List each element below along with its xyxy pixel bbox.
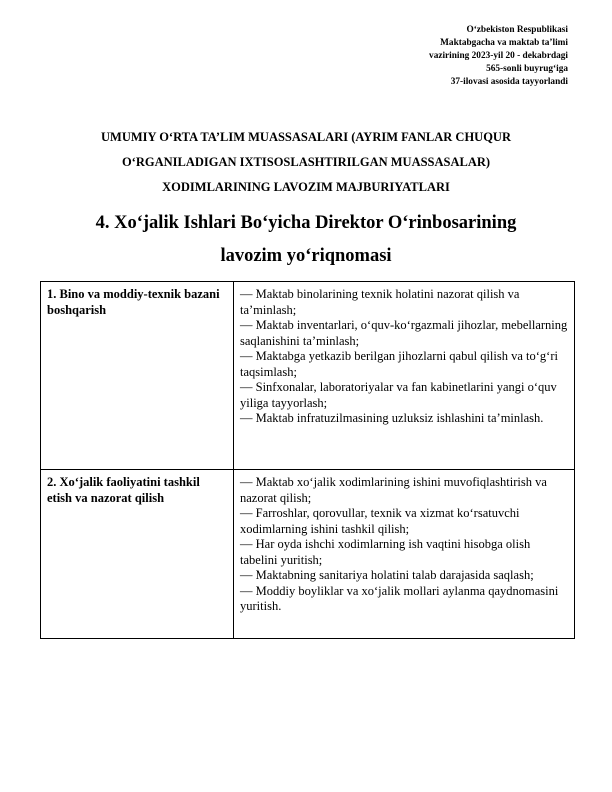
- table-row: [41, 470, 575, 639]
- duty-item: — Maktab xo‘jalik xodimlarining ishini muvofiqlashtirish va nazorat qilish;: [240, 475, 547, 505]
- duty-item: — Moddiy boyliklar va xo‘jalik mollari aylanma qaydnomasini yuritish.: [240, 583, 559, 613]
- title-line: UMUMIY O‘RTA TA’LIM MUASSASALARI (AYRIM FANLAR CHUQUR: [101, 130, 511, 144]
- duty-item: — Maktabning sanitariya holatini talab darajasida saqlash;: [240, 568, 534, 582]
- section-title-line: 4. Xo‘jalik Ishlari Bo‘yicha Direktor O‘rinbosarining: [95, 213, 517, 233]
- header-line: Maktabgacha va maktab ta’limi: [440, 38, 568, 48]
- section-title: [0, 207, 612, 273]
- header-line: vazirining 2023-yil 20 - dekabrdagi: [429, 51, 568, 61]
- duties-table: [40, 281, 575, 639]
- header-line: O‘zbekiston Respublikasi: [466, 25, 568, 35]
- duty-list: [234, 470, 575, 639]
- duty-item: — Maktab infratuzilmasining uzluksiz ishlashini ta’minlash.: [240, 411, 544, 425]
- table-row: [41, 282, 575, 470]
- duty-item: — Maktabga yetkazib berilgan jihozlarni qabul qilish va to‘g‘ri taqsimlash;: [240, 349, 558, 379]
- duty-item: — Sinfxonalar, laboratoriyalar va fan kabinetlarini yangi o‘quv yiliga tayyorlash;: [240, 380, 557, 410]
- duty-item: — Maktab binolarining texnik holatini nazorat qilish va ta’minlash;: [240, 287, 520, 317]
- header-approval-note: [429, 24, 568, 89]
- duty-category: 1. Bino va moddiy-texnik bazani boshqarish: [41, 282, 234, 470]
- duty-item: — Farroshlar, qorovullar, texnik va xizmat ko‘rsatuvchi xodimlarning ishini tashkil qilish;: [240, 506, 520, 536]
- duty-category: 2. Xo‘jalik faoliyatini tashkil etish va nazorat qilish: [41, 470, 234, 639]
- duty-list: [234, 282, 575, 470]
- title-line: O‘RGANILADIGAN IXTISOSLASHTIRILGAN MUASSASALAR): [121, 155, 491, 169]
- duty-item: — Har oyda ishchi xodimlarning ish vaqtini hisobga olish tabelini yuritish;: [240, 537, 531, 567]
- header-line: 565-sonli buyrug‘iga: [486, 64, 568, 74]
- header-line: 37-ilovasi asosida tayyorlandi: [450, 77, 568, 87]
- title-line: XODIMLARINING LAVOZIM MAJBURIYATLARI: [162, 180, 450, 194]
- duty-item: — Maktab inventarlari, o‘quv-ko‘rgazmali jihozlar, mebellarning saqlanishini ta’minlash;: [240, 318, 568, 348]
- section-title-line: lavozim yo‘riqnomasi: [220, 246, 392, 266]
- document-title: [0, 125, 612, 200]
